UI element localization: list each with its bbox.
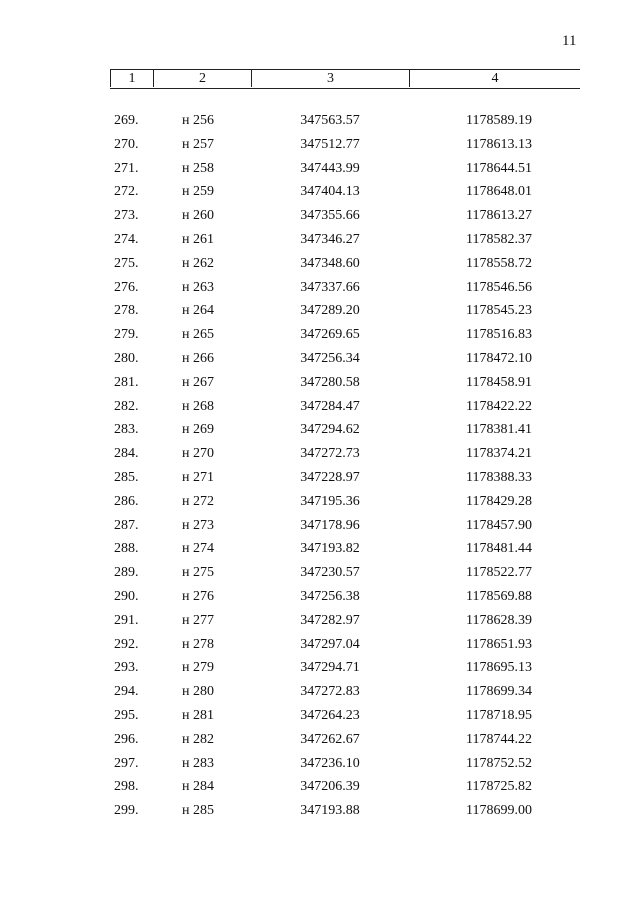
row-number: 286. [114, 493, 139, 509]
coordinate-y: 1178522.77 [466, 565, 532, 581]
coordinate-x: 347348.60 [300, 255, 360, 271]
coordinate-x: 347346.27 [300, 231, 360, 247]
row-number: 280. [114, 350, 139, 366]
table-row [0, 682, 639, 706]
row-number: 291. [114, 612, 139, 628]
table-body [0, 111, 639, 825]
table-row [0, 182, 639, 206]
row-number: 278. [114, 303, 139, 319]
row-number: 298. [114, 779, 139, 795]
table-row [0, 135, 639, 159]
coordinate-x: 347337.66 [300, 279, 360, 295]
coordinate-y: 1178744.22 [466, 731, 532, 747]
table-row [0, 706, 639, 730]
point-id: н 257 [182, 136, 214, 152]
coordinate-x: 347297.04 [300, 636, 360, 652]
table-row [0, 301, 639, 325]
row-number: 283. [114, 422, 139, 438]
point-id: н 279 [182, 660, 214, 676]
point-id: н 269 [182, 422, 214, 438]
row-number: 269. [114, 113, 139, 128]
coordinate-x: 347563.57 [300, 113, 360, 128]
row-number: 294. [114, 684, 139, 700]
table-row [0, 492, 639, 516]
coordinate-y: 1178458.91 [466, 374, 532, 390]
point-id: н 284 [182, 779, 214, 795]
point-id: н 277 [182, 612, 214, 628]
table-row [0, 254, 639, 278]
table-row [0, 777, 639, 801]
row-number: 292. [114, 636, 139, 652]
row-number: 297. [114, 755, 139, 771]
row-number: 274. [114, 231, 139, 247]
coordinate-y: 1178374.21 [466, 446, 532, 462]
point-id: н 280 [182, 684, 214, 700]
coordinate-y: 1178569.88 [466, 588, 532, 604]
table-row [0, 420, 639, 444]
point-id: н 273 [182, 517, 214, 533]
coordinate-x: 347269.65 [300, 327, 360, 343]
table-row [0, 730, 639, 754]
coordinate-y: 1178422.22 [466, 398, 532, 414]
table-row [0, 468, 639, 492]
coordinate-y: 1178725.82 [466, 779, 532, 795]
coordinate-y: 1178546.56 [466, 279, 532, 295]
point-id: н 272 [182, 493, 214, 509]
coordinate-y: 1178752.52 [466, 755, 532, 771]
coordinate-x: 347443.99 [300, 160, 360, 176]
row-number: 270. [114, 136, 139, 152]
table-row [0, 325, 639, 349]
coordinate-y: 1178381.41 [466, 422, 532, 438]
coordinate-x: 347272.73 [300, 446, 360, 462]
point-id: н 275 [182, 565, 214, 581]
point-id: н 261 [182, 231, 214, 247]
point-id: н 259 [182, 184, 214, 200]
point-id: н 266 [182, 350, 214, 366]
table-row [0, 349, 639, 373]
table-row [0, 373, 639, 397]
coordinate-x: 347280.58 [300, 374, 360, 390]
row-number: 290. [114, 588, 139, 604]
coordinate-x: 347272.83 [300, 684, 360, 700]
table-row [0, 111, 639, 135]
coordinate-y: 1178457.90 [466, 517, 532, 533]
coordinate-x: 347294.71 [300, 660, 360, 676]
table-row [0, 278, 639, 302]
header-cell-2: 2 [154, 70, 252, 87]
table-row [0, 611, 639, 635]
coordinate-y: 1178699.34 [466, 684, 532, 700]
coordinate-y: 1178589.19 [466, 113, 532, 128]
coordinate-y: 1178613.27 [466, 208, 532, 224]
coordinate-x: 347264.23 [300, 707, 360, 723]
coordinate-y: 1178516.83 [466, 327, 532, 343]
row-number: 287. [114, 517, 139, 533]
point-id: н 283 [182, 755, 214, 771]
coordinate-x: 347289.20 [300, 303, 360, 319]
row-number: 272. [114, 184, 139, 200]
table-row [0, 397, 639, 421]
header-cell-1: 1 [110, 70, 154, 87]
point-id: н 285 [182, 803, 214, 819]
row-number: 273. [114, 208, 139, 224]
coordinate-y: 1178695.13 [466, 660, 532, 676]
coordinate-x: 347193.88 [300, 803, 360, 819]
table-row [0, 635, 639, 659]
point-id: н 271 [182, 469, 214, 485]
coordinate-x: 347512.77 [300, 136, 360, 152]
row-number: 296. [114, 731, 139, 747]
coordinate-x: 347195.36 [300, 493, 360, 509]
row-number: 271. [114, 160, 139, 176]
table-row [0, 159, 639, 183]
header-cell-4: 4 [491, 71, 499, 86]
row-number: 293. [114, 660, 139, 676]
point-id: н 260 [182, 208, 214, 224]
coordinate-x: 347178.96 [300, 517, 360, 533]
row-number: 279. [114, 327, 139, 343]
table-row [0, 206, 639, 230]
row-number: 281. [114, 374, 139, 390]
point-id: н 262 [182, 255, 214, 271]
point-id: н 281 [182, 707, 214, 723]
coordinate-x: 347284.47 [300, 398, 360, 414]
point-id: н 267 [182, 374, 214, 390]
coordinate-x: 347262.67 [300, 731, 360, 747]
point-id: н 265 [182, 327, 214, 343]
coordinate-x: 347236.10 [300, 755, 360, 771]
table-row [0, 587, 639, 611]
coordinate-x: 347404.13 [300, 184, 360, 200]
coordinate-y: 1178558.72 [466, 255, 532, 271]
point-id: н 270 [182, 446, 214, 462]
coordinate-x: 347193.82 [300, 541, 360, 557]
coordinate-y: 1178644.51 [466, 160, 532, 176]
point-id: н 278 [182, 636, 214, 652]
table-row [0, 230, 639, 254]
point-id: н 268 [182, 398, 214, 414]
coordinate-x: 347256.38 [300, 588, 360, 604]
table-row [0, 563, 639, 587]
row-number: 295. [114, 707, 139, 723]
row-number: 299. [114, 803, 139, 819]
row-number: 284. [114, 446, 139, 462]
coordinate-x: 347228.97 [300, 469, 360, 485]
coordinate-y: 1178582.37 [466, 231, 532, 247]
coordinate-y: 1178718.95 [466, 707, 532, 723]
coordinate-y: 1178651.93 [466, 636, 532, 652]
row-number: 276. [114, 279, 139, 295]
coordinate-y: 1178648.01 [466, 184, 532, 200]
coordinate-x: 347355.66 [300, 208, 360, 224]
coordinate-y: 1178628.39 [466, 612, 532, 628]
coordinate-y: 1178699.00 [466, 803, 532, 819]
table-row [0, 658, 639, 682]
point-id: н 256 [182, 113, 214, 128]
coordinate-y: 1178545.23 [466, 303, 532, 319]
point-id: н 276 [182, 588, 214, 604]
row-number: 288. [114, 541, 139, 557]
table-row [0, 754, 639, 778]
table-row [0, 801, 639, 825]
point-id: н 264 [182, 303, 214, 319]
table-row [0, 539, 639, 563]
coordinate-x: 347256.34 [300, 350, 360, 366]
table-row [0, 444, 639, 468]
coordinate-y: 1178481.44 [466, 541, 532, 557]
coordinate-y: 1178613.13 [466, 136, 532, 152]
coordinate-y: 1178472.10 [466, 350, 532, 366]
header-cell-3: 3 [252, 70, 410, 87]
coordinate-y: 1178388.33 [466, 469, 532, 485]
row-number: 289. [114, 565, 139, 581]
table-row [0, 516, 639, 540]
point-id: н 282 [182, 731, 214, 747]
point-id: н 258 [182, 160, 214, 176]
coordinate-x: 347206.39 [300, 779, 360, 795]
coordinate-x: 347294.62 [300, 422, 360, 438]
coordinate-x: 347282.97 [300, 612, 360, 628]
table-header [110, 69, 580, 89]
point-id: н 274 [182, 541, 214, 557]
coordinate-x: 347230.57 [300, 565, 360, 581]
page-number: 11 [562, 33, 577, 49]
row-number: 275. [114, 255, 139, 271]
row-number: 285. [114, 469, 139, 485]
coordinate-y: 1178429.28 [466, 493, 532, 509]
row-number: 282. [114, 398, 139, 414]
point-id: н 263 [182, 279, 214, 295]
